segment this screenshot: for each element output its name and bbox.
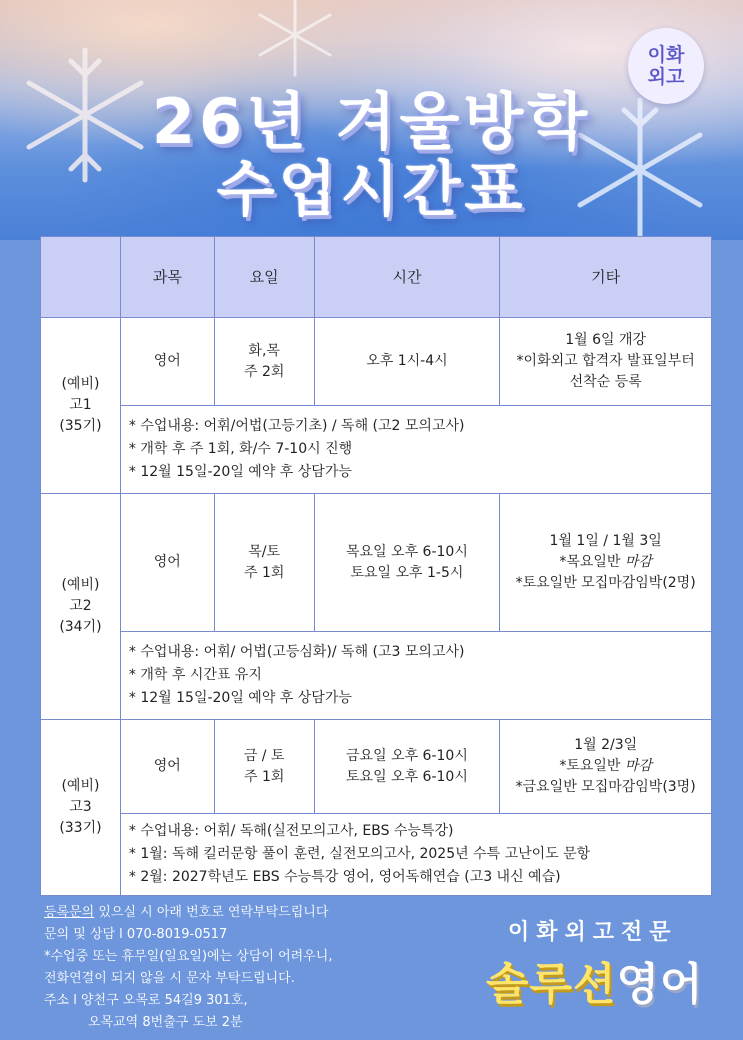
grade-cell — [41, 720, 121, 896]
closed-label: 마감 — [624, 554, 652, 570]
header-cell-days: 요일 — [214, 237, 314, 318]
grade-label: (예비) — [61, 577, 100, 593]
etc-text: 1월 2/3일 — [574, 737, 638, 753]
subject-cell: 영어 — [120, 494, 214, 632]
grade-label: 고2 — [69, 598, 92, 614]
school-badge — [628, 28, 704, 104]
table-row — [41, 632, 712, 720]
note-item: * 개학 후 시간표 유지 — [128, 667, 262, 683]
brand-name-part: 솔루션 — [486, 959, 617, 1010]
grade-label: (33기) — [59, 820, 102, 836]
closed-label: 마감 — [624, 758, 652, 774]
etc-text — [500, 756, 711, 777]
brand-logo — [486, 948, 704, 1012]
schedule-table — [40, 236, 712, 896]
address-line: 주소 l 양천구 오목로 54길9 301호, — [44, 993, 248, 1008]
grade-label: (예비) — [61, 778, 100, 794]
etc-cell — [500, 720, 712, 814]
time-cell — [314, 318, 500, 406]
note-item: * 수업내용: 어휘/ 어법(고등심화)/ 독해 (고3 모의고사) — [128, 644, 465, 660]
page-subtitle: 수업시간표 — [216, 155, 527, 225]
table-row — [41, 494, 712, 632]
note-item: * 12월 15일-20일 예약 후 상담가능 — [128, 464, 352, 480]
subject-cell: 영어 — [120, 318, 214, 406]
badge-text: 외고 — [647, 66, 685, 88]
etc-text: 선착순 등록 — [569, 374, 642, 390]
header-cell-etc: 기타 — [500, 237, 712, 318]
table-header-row — [41, 237, 712, 318]
phone-line[interactable]: 문의 및 상담 l 070-8019-0517 — [44, 927, 228, 942]
note-item: * 수업내용: 어휘/ 독해(실전모의고사, EBS 수능특강) — [128, 823, 454, 839]
etc-text: 1월 1일 / 1월 3일 — [549, 533, 662, 549]
time-text: 목요일 오후 6-10시 — [346, 543, 468, 560]
note-item: * 개학 후 주 1회, 화/수 7-10시 진행 — [128, 441, 353, 457]
brand-tagline: 이화외고전문 — [508, 920, 678, 945]
brand-name-part: 영어 — [616, 959, 704, 1010]
etc-text-part: *목요일반 — [559, 554, 625, 570]
time-text: 토요일 오후 1-5시 — [350, 564, 464, 581]
grade-label: (예비) — [61, 376, 100, 392]
hero-banner — [0, 0, 743, 240]
days-text: 주 1회 — [243, 564, 285, 581]
note-item: * 수업내용: 어휘/어법(고등기초) / 독해 (고2 모의고사) — [128, 418, 465, 434]
time-text: 오후 1시-4시 — [366, 353, 448, 369]
grade-label: 고1 — [69, 397, 92, 413]
days-text: 금 / 토 — [243, 747, 285, 764]
etc-text — [500, 552, 711, 573]
table-row — [41, 720, 712, 814]
snowflake-icon — [250, 0, 340, 80]
table-row — [41, 318, 712, 406]
time-text: 토요일 오후 6-10시 — [346, 768, 468, 785]
grade-cell — [41, 494, 121, 720]
grade-cell — [41, 318, 121, 494]
etc-cell — [500, 494, 712, 632]
etc-cell — [500, 318, 712, 406]
days-text: 화,목 — [248, 342, 280, 359]
time-cell — [314, 720, 500, 814]
etc-text: *이화외고 합격자 발표일부터 — [516, 353, 695, 369]
contact-line — [44, 902, 332, 924]
grade-label: (34기) — [59, 619, 102, 635]
time-text: 금요일 오후 6-10시 — [346, 747, 468, 764]
note-item: * 12월 15일-20일 예약 후 상담가능 — [128, 690, 352, 706]
grade-label: 고3 — [69, 799, 92, 815]
days-cell — [214, 720, 314, 814]
contact-info — [44, 902, 332, 1034]
etc-text: *토요일반 모집마감임박(2명) — [515, 575, 696, 591]
contact-line: *수업중 또는 휴무일(일요일)에는 상담이 어려우니, — [44, 949, 333, 964]
days-text: 목/토 — [248, 543, 281, 560]
inquiry-link[interactable]: 등록문의 — [44, 905, 95, 920]
note-item: * 1월: 독해 킬러문항 풀이 훈련, 실전모의고사, 2025년 수특 고난이도 문항 — [128, 846, 591, 862]
address-line: 오목교역 8번출구 도보 2분 — [88, 1015, 243, 1030]
time-cell — [314, 494, 500, 632]
etc-text: *금요일반 모집마감임박(3명) — [515, 779, 696, 795]
header-cell-time: 시간 — [314, 237, 500, 318]
days-cell — [214, 318, 314, 406]
subject-cell: 영어 — [120, 720, 214, 814]
header-cell-empty — [41, 237, 121, 318]
days-text: 주 2회 — [243, 363, 285, 380]
days-text: 주 1회 — [243, 768, 285, 785]
note-item: * 2월: 2027학년도 EBS 수능특강 영어, 영어독해연습 (고3 내신 예습) — [128, 869, 561, 885]
table-row — [41, 814, 712, 896]
header-cell-subject: 과목 — [120, 237, 214, 318]
page-title: 26년 겨울방학 — [151, 85, 592, 158]
days-cell — [214, 494, 314, 632]
notes-cell — [120, 814, 711, 896]
badge-text: 이화 — [647, 44, 685, 66]
notes-cell — [120, 632, 711, 720]
grade-label: (35기) — [59, 418, 102, 434]
contact-text: 있으실 시 아래 번호로 연락부탁드립니다 — [94, 905, 329, 920]
table-row — [41, 406, 712, 494]
notes-cell — [120, 406, 711, 494]
contact-line: 전화연결이 되지 않을 시 문자 부탁드립니다. — [44, 971, 295, 986]
etc-text: 1월 6일 개강 — [565, 332, 647, 348]
etc-text-part: *토요일반 — [559, 758, 625, 774]
